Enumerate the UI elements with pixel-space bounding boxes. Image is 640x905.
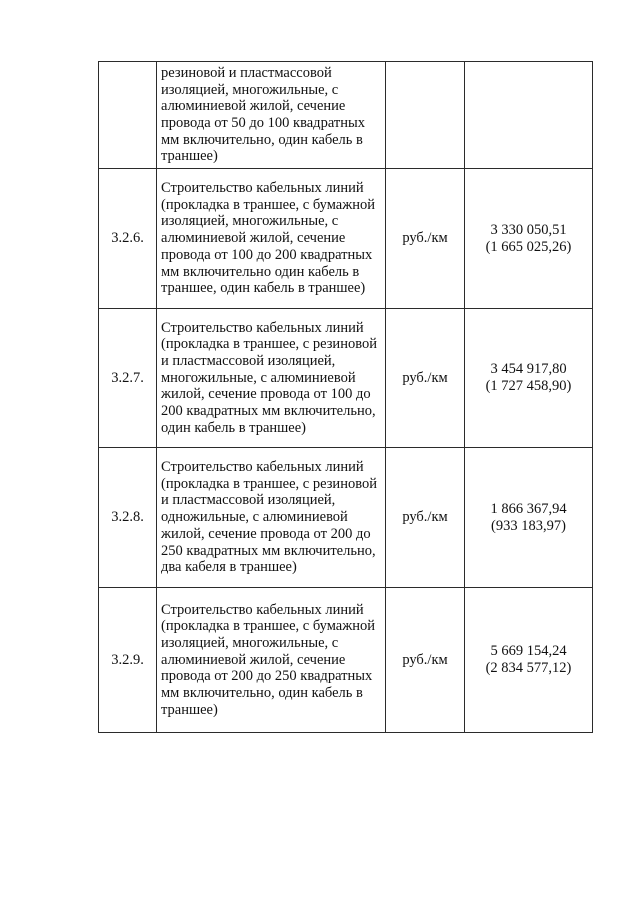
item-number: 3.2.9. [99, 588, 157, 733]
table-row [99, 169, 593, 309]
item-price-cell [465, 169, 593, 309]
item-description: Строительство кабельных линий (прокладка в траншее, с резиновой и пластмассовой изоляцией, одножильные, с алюминиевой жилой, сечение провода от 200 до 250 квадратных мм включительно, два кабеля в траншее) [157, 448, 386, 588]
item-number [99, 62, 157, 169]
table-row [99, 448, 593, 588]
item-price-alt: (933 183,97) [491, 517, 566, 534]
item-price-cell [465, 448, 593, 588]
item-price-alt: (1 727 458,90) [485, 378, 572, 394]
item-price-cell [465, 588, 593, 733]
item-price: 3 330 050,51 [490, 221, 567, 238]
table-row [99, 588, 593, 733]
item-price: 1 866 367,94 [490, 500, 567, 517]
item-price-cell [465, 62, 593, 169]
item-description: Строительство кабельных линий (прокладка в траншее, с бумажной изоляцией, многожильные, с алюминиевой жилой, сечение провода от 100 до 200 квадратных мм включительно один кабель в траншее, один кабель в траншее) [157, 169, 386, 309]
item-number: 3.2.8. [99, 448, 157, 588]
item-description: Строительство кабельных линий (прокладка в траншее, с бумажной изоляцией, многожильные, с алюминиевой жилой, сечение провода от 200 до 250 квадратных мм включительно, один кабель в траншее) [157, 588, 386, 733]
item-description: резиновой и пластмассовой изоляцией, многожильные, с алюминиевой жилой, сечение провода от 50 до 100 квадратных мм включительно, один кабель в траншее) [157, 62, 386, 169]
item-unit: руб./км [386, 448, 465, 588]
item-description: Строительство кабельных линий (прокладка в траншее, с резиновой и пластмассовой изоляцией, многожильные, с алюминиевой жилой, сечение провода от 100 до 200 квадратных мм включительно, один кабель в траншее) [157, 309, 386, 448]
item-price: 3 454 917,80 [490, 361, 567, 378]
table-row [99, 62, 593, 169]
item-price: 5 669 154,24 [490, 643, 567, 660]
item-unit: руб./км [386, 588, 465, 733]
item-unit: руб./км [386, 309, 465, 448]
item-unit: руб./км [386, 169, 465, 309]
item-price-alt: (2 834 577,12) [485, 660, 572, 676]
item-price-cell [465, 309, 593, 448]
item-number: 3.2.7. [99, 309, 157, 448]
table-row [99, 309, 593, 448]
tariff-table [98, 61, 593, 733]
item-price-alt: (1 665 025,26) [485, 238, 572, 255]
item-number: 3.2.6. [99, 169, 157, 309]
item-unit [386, 62, 465, 169]
